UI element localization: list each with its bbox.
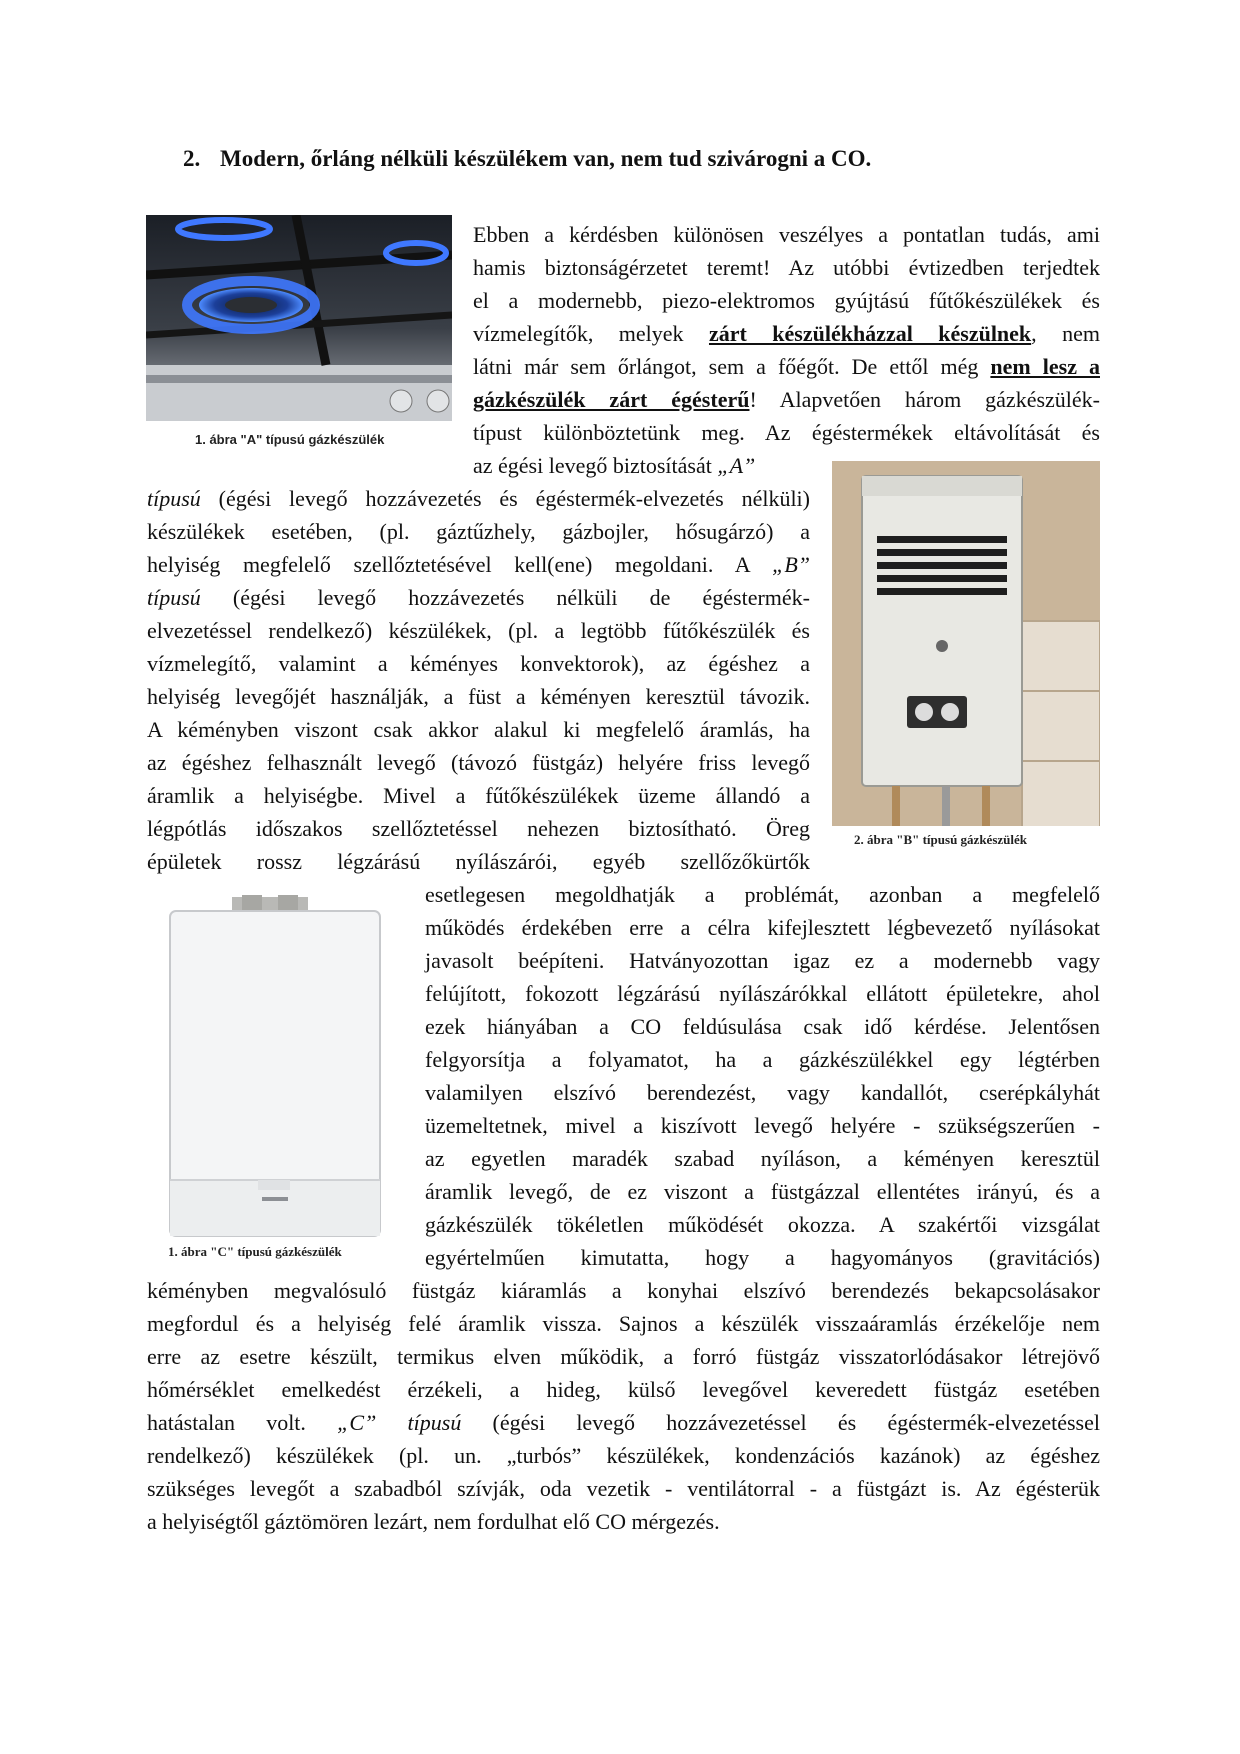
text-run: el a modernebb, piezo-elektromos gyújtású fűtőkészülékek és: [473, 288, 1100, 313]
text-line: [147, 779, 810, 812]
text-line: [473, 218, 1100, 251]
section-heading: [183, 146, 871, 172]
text-run: szükséges levegőt a szabadból szívják, oda vezetik - ventilátorral - a füstgázt is. Az égésterük: [147, 1476, 1100, 1501]
text-run: egyértelműen kimutatta, hogy a hagyományos (gravitációs): [425, 1245, 1100, 1270]
text-run: „B”: [772, 552, 810, 577]
text-run: gázkészülék tökéletlen működését okozza. A szakértői vizsgálat: [425, 1212, 1100, 1237]
text-run: helyiség levegőjét használják, a füst a kéményen keresztül távozik.: [147, 684, 810, 709]
text-run: , nem: [1031, 321, 1100, 346]
text-run: típusú: [147, 585, 201, 610]
figure-a-image: [146, 215, 452, 421]
text-run: felgyorsítja a folyamatot, ha a gázkészülékkel egy légtérben: [425, 1047, 1100, 1072]
text-line: [425, 1241, 1100, 1274]
text-run: készülékek esetében, (pl. gáztűzhely, gázbojler, hősugárzó) a: [147, 519, 810, 544]
text-run: az egyetlen maradék szabad nyíláson, a kéményen keresztül: [425, 1146, 1100, 1171]
text-line: [147, 680, 810, 713]
text-line: [147, 845, 810, 878]
text-line: [473, 251, 1100, 284]
text-run: ! Alapvetően három gázkészülék-: [749, 387, 1100, 412]
text-run: (égési levegő hozzávezetés nélküli de égéstermék-: [200, 585, 810, 610]
text-run: „C” típusú: [337, 1410, 462, 1435]
text-line: [425, 1175, 1100, 1208]
text-run: típust különböztetünk meg. Az égéstermékek eltávolítását és: [473, 420, 1100, 445]
text-line: [425, 878, 1100, 911]
text-line: [147, 1373, 1100, 1406]
text-run: ezek hiányában a CO feldúsulása csak idő kérdése. Jelentősen: [425, 1014, 1100, 1039]
text-run: a helyiségtől gáztömören lezárt, nem fordulhat elő CO mérgezés.: [147, 1509, 720, 1534]
text-run: üzemeltetnek, mivel a kiszívott levegő helyére - szükségszerűen -: [425, 1113, 1100, 1138]
text-line: [147, 1505, 1100, 1538]
text-run: vízmelegítők, melyek: [473, 321, 709, 346]
text-run: (égési levegő hozzávezetéssel és égéstermék-elvezetéssel: [461, 1410, 1100, 1435]
text-line: [147, 1274, 1100, 1307]
text-run: hamis biztonságérzetet teremt! Az utóbbi évtizedben terjedtek: [473, 255, 1100, 280]
text-run: Ebben a kérdésben különösen veszélyes a pontatlan tudás, ami: [473, 222, 1100, 247]
text-run: áramlik levegő, de ez viszont a füstgázzal ellentétes irányú, és a: [425, 1179, 1100, 1204]
text-line: [425, 1208, 1100, 1241]
text-run: helyiség megfelelő szellőztetésével kell(ene) megoldani. A: [147, 552, 773, 577]
text-line: [473, 449, 810, 482]
text-run: az égési levegő biztosítását: [473, 453, 718, 478]
text-run: elvezetéssel rendelkező) készülékek, (pl. a legtöbb fűtőkészülék és: [147, 618, 810, 643]
text-run: vízmelegítő, valamint a kéményes konvektorok), az égéshez a: [147, 651, 810, 676]
text-line: [147, 1406, 1100, 1439]
text-run: A kéményben viszont csak akkor alakul ki megfelelő áramlás, ha: [147, 717, 810, 742]
figure-b-image: [832, 461, 1100, 826]
text-run: nem lesz a: [990, 354, 1100, 379]
text-line: [425, 1010, 1100, 1043]
text-run: rendelkező) készülékek (pl. un. „turbós” készülékek, kondenzációs kazánok) az égéshez: [147, 1443, 1100, 1468]
text-line: [147, 1439, 1100, 1472]
text-line: [147, 548, 810, 581]
text-run: zárt készülékházzal készülnek: [708, 321, 1032, 346]
text-line: [147, 713, 810, 746]
figure-c-image: [162, 895, 388, 1240]
text-line: [473, 350, 1100, 383]
text-line: [147, 482, 810, 515]
text-run: kéményben megvalósuló füstgáz kiáramlás a konyhai elszívó berendezés bekapcsolásakor: [147, 1278, 1100, 1303]
text-run: működés érdekében erre a célra kifejlesztett légbevezető nyílásokat: [425, 915, 1100, 940]
text-line: [147, 1340, 1100, 1373]
text-run: hatástalan volt.: [147, 1410, 338, 1435]
text-run: épületek rossz légzárású nyílászárói, egyéb szellőzőkürtők: [147, 849, 810, 874]
text-run: erre az esetre készült, termikus elven működik, a forró füstgáz visszatorlódásakor létrejövő: [147, 1344, 1100, 1369]
text-run: az égéshez felhasznált levegő (távozó füstgáz) helyére friss levegő: [147, 750, 810, 775]
text-run: áramlik a helyiségbe. Mivel a fűtőkészülékek üzeme állandó a: [147, 783, 810, 808]
text-run: gázkészülék zárt égésterű: [473, 387, 750, 412]
text-line: [473, 284, 1100, 317]
text-line: [147, 614, 810, 647]
text-run: esetlegesen megoldhatják a problémát, azonban a megfelelő: [425, 882, 1100, 907]
text-run: valamilyen elszívó berendezést, vagy kandallót, cserépkályhát: [425, 1080, 1100, 1105]
text-line: [147, 647, 810, 680]
text-line: [425, 1109, 1100, 1142]
text-line: [425, 1142, 1100, 1175]
text-run: hőmérséklet emelkedést érzékeli, a hideg, külső levegővel keveredett füstgáz esetében: [147, 1377, 1100, 1402]
text-line: [147, 581, 810, 614]
figure-c-caption: 1. ábra "C" típusú gázkészülék: [168, 1244, 342, 1259]
text-line: [147, 812, 810, 845]
text-run: megfordul és a helyiség felé áramlik vissza. Sajnos a készülék visszaáramlás érzékelője nem: [147, 1311, 1100, 1336]
text-line: [147, 746, 810, 779]
figure-a-caption: 1. ábra "A" típusú gázkészülék: [195, 432, 385, 447]
text-line: [147, 1307, 1100, 1340]
text-run: felújított, fokozott légzárású nyílászárókkal ellátott épületekre, ahol: [425, 981, 1100, 1006]
text-run: „A”: [717, 453, 756, 478]
text-line: [147, 515, 810, 548]
text-run: látni már sem őrlángot, sem a főégőt. De ettől még: [473, 354, 991, 379]
text-line: [425, 1076, 1100, 1109]
text-line: [147, 1472, 1100, 1505]
text-line: [473, 317, 1100, 350]
text-run: típusú: [147, 486, 201, 511]
text-line: [425, 944, 1100, 977]
text-run: (égési levegő hozzávezetés és égéstermék-elvezetés nélküli): [200, 486, 810, 511]
text-line: [425, 977, 1100, 1010]
text-line: [473, 416, 1100, 449]
text-run: légpótlás időszakos szellőztetéssel nehezen biztosítható. Öreg: [147, 816, 810, 841]
text-line: [425, 911, 1100, 944]
heading-text: Modern, őrláng nélküli készülékem van, nem tud szivárogni a CO.: [220, 146, 872, 171]
figure-b-caption: 2. ábra "B" típusú gázkészülék: [854, 832, 1027, 847]
text-line: [425, 1043, 1100, 1076]
text-run: javasolt beépíteni. Hatványozottan igaz ez a modernebb vagy: [425, 948, 1100, 973]
heading-number: 2.: [183, 146, 201, 171]
text-line: [473, 383, 1100, 416]
